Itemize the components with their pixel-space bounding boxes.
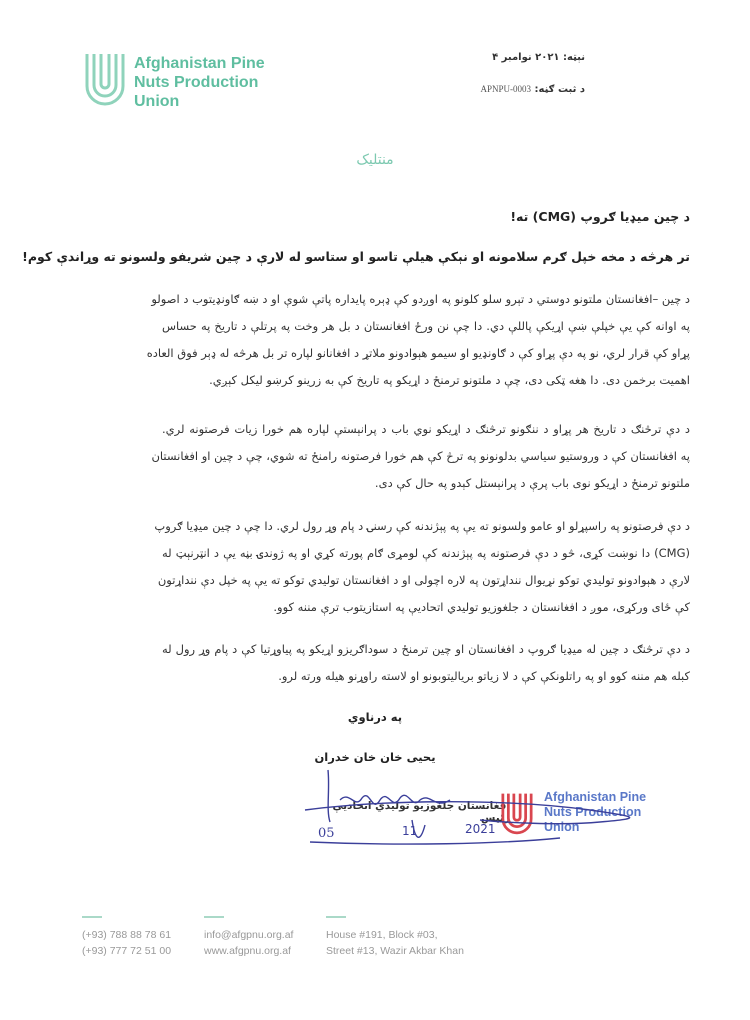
- paragraph-line: د دې فرصتونو په راسپړلو او عامو ولسونو ته یې په پېژندنه کې رسنۍ د پام وړ رول لري. دا چې د چین میډیا ګروپ: [154, 519, 690, 533]
- paragraph-line: پړاو کې قرار لري، نو په دې پړاو کې د ګاونډیو او سیمو هېوادونو ملاتړ د افغانانو لپاره تر بل هرڅه له ډېر فوق العاده: [146, 346, 690, 360]
- address-line: House #191, Block #03,: [326, 929, 438, 941]
- paragraph-line: د دې ترڅنګ د چین له میډیا ګروپ د افغانستان او چین ترمنځ د سوداګریزو اړیکو په پیاوړتیا کې د پام وړ رول له: [162, 642, 690, 656]
- date-value: ۲۰۲۱ نوامبر ۴: [492, 52, 560, 63]
- paragraph: [151, 416, 690, 497]
- date-label: نېټه:: [563, 52, 585, 63]
- paragraph: [162, 636, 690, 690]
- paragraph-line: کبله هم مننه کوو او په راتلونکې کې د لا زیاتو بریالیتوبونو او لاسته راوړنو هیله ورته لرو.: [278, 669, 690, 683]
- stamp-org-line: Afghanistan Pine: [544, 790, 647, 804]
- paragraph-line: ملتونو ترمنځ د اړیکو نوی باب پرې د پرانېستل کېدو په حال کې دی.: [374, 476, 690, 490]
- divider: [326, 916, 346, 918]
- phone-number: (+93) 777 72 51 00: [82, 945, 172, 957]
- website-link[interactable]: www.afgpnu.org.af: [204, 945, 291, 957]
- stamp-title: افغانستان جلغوزیو تولیدي اتحادیې رئیس: [332, 800, 510, 824]
- phone-number: (+93) 788 88 78 61: [82, 929, 172, 941]
- email-link[interactable]: info@afgpnu.org.af: [204, 929, 294, 941]
- org-logo-icon: [84, 52, 126, 112]
- closing: په درناوي: [347, 710, 403, 724]
- divider: [204, 916, 224, 918]
- paragraph-line: په اوانه کې یې خپلې ښې اړیکې پاللې دي. دا چې نن ورځ افغانستان د بل هر وخت په پرتلې د تاریخ په حساس: [162, 319, 690, 333]
- footer-web: [204, 916, 293, 959]
- document-title: منتلیک: [356, 152, 394, 168]
- paragraph-line: (CMG) دا نوښت کړی، څو د دې فرصتونه په پېژندنه کې لومړی ګام پورته کړي او په ژوندۍ بڼه یې د انټرنېټ له: [162, 546, 690, 560]
- paragraph-line: په افغانستان کې د وروستیو سیاسي بدلونونو په ترڅ کې هم خورا فرصتونه رامنځ ته شوي، چې د چین او افغانستان: [151, 449, 690, 463]
- reg-line: [481, 84, 585, 95]
- greeting: تر هرڅه د مخه خپل ګرم سلامونه او نېکې هیلې تاسو او ستاسو له لارې د چین شریفو ولسونو ته وړاندې کوم!: [22, 249, 690, 264]
- stamp-date-month: 11: [402, 824, 418, 838]
- date-line: [492, 52, 585, 63]
- stamp-date-year: 2021: [465, 822, 496, 836]
- paragraph: [154, 513, 690, 621]
- signatory-name: یحیی خان خان خدران: [314, 750, 436, 764]
- handwritten-signature: [300, 770, 660, 850]
- footer-phones: [82, 916, 171, 959]
- address-line: Street #13, Wazir Akbar Khan: [326, 945, 464, 957]
- org-name-line: Union: [134, 93, 180, 110]
- org-name-line: Nuts Production: [134, 74, 259, 91]
- divider: [82, 916, 102, 918]
- stamp-org-line: Nuts Production: [544, 805, 642, 819]
- paragraph-line: لارې د هېوادونو تولیدي توکو نړیوال ننداړتون په لاره اچولی او د افغانستان تولیدي توکو ته یې په خپل دې ننداړتون: [157, 573, 690, 587]
- stamp-date-day: 05: [318, 826, 335, 841]
- paragraph-line: د دې ترڅنګ د تاریخ هر پړاو د ننګونو ترڅنګ د اړیکو نوي باب د پرانېستې لپاره هم خورا زیات فرصتونه لري.: [162, 422, 690, 436]
- signature-stamp: [300, 770, 660, 850]
- paragraph-line: د چین –افغانستان ملتونو دوستي د تېرو سلو کلونو په اوږدو کې ډېره پایداره پاتې شوې او د ښه ګاونډیتوب د اصولو: [151, 292, 690, 306]
- stamp-org-line: Union: [544, 820, 580, 834]
- paragraph-line: کې ځای ورکړی، موږ د افغانستان د جلغوزیو تولیدي اتحادیې په استازیتوب ترې مننه کوو.: [273, 600, 690, 614]
- footer-address: [326, 916, 464, 959]
- letter-body: [22, 203, 690, 690]
- reg-value: APNPU-0003: [480, 84, 532, 94]
- paragraph: [146, 286, 690, 394]
- reg-label: د ثبت ګڼه:: [534, 84, 585, 95]
- salutation: د چین میډیا ګروپ (CMG) ته!: [510, 209, 690, 224]
- paragraph-line: اهمیت برخمن دی. دا هغه ټکی دی، چې د ملتونو ترمنځ د اړیکو په تاریخ کې به زرینو کرښو لیکل کېږي.: [209, 373, 690, 387]
- org-name: [134, 54, 265, 111]
- org-name-line: Afghanistan Pine: [134, 55, 265, 72]
